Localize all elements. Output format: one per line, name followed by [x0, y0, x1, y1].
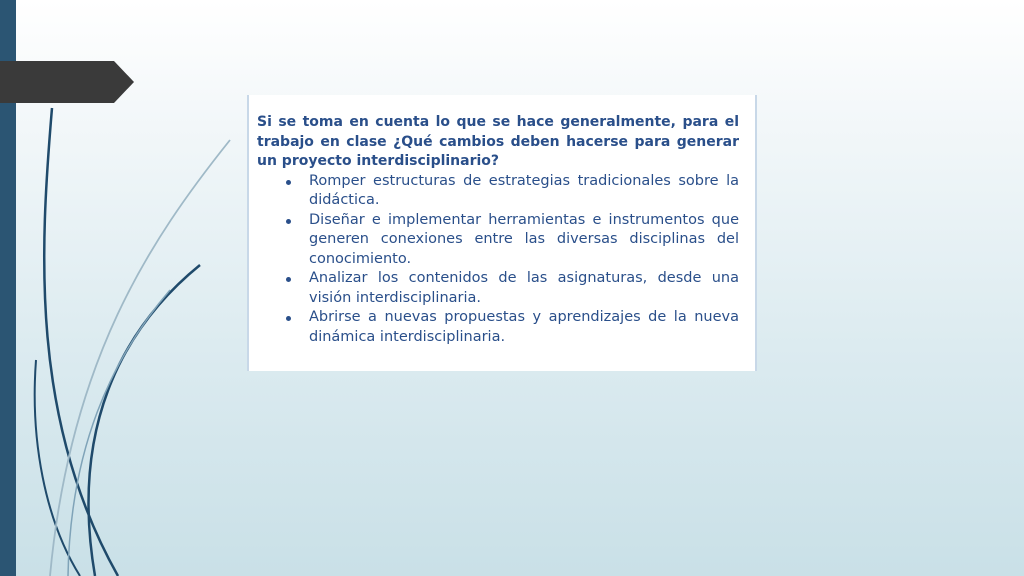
bullet-list — [257, 172, 739, 348]
bullet-item — [257, 211, 739, 270]
bullet-text: Analizar los contenidos de las asignaturas, desde una visión interdisciplinaria. — [309, 270, 739, 306]
bullet-text: Romper estructuras de estrategias tradicionales sobre la didáctica. — [309, 172, 739, 208]
bullet-text: Abrirse a nuevas propuestas y aprendizajes de la nueva dinámica interdisciplinaria. — [309, 309, 739, 345]
bullet-dot-icon — [286, 316, 291, 321]
bullet-item — [257, 172, 739, 211]
question-text: Si se toma en cuenta lo que se hace generalmente, para el trabajo en clase ¿Qué cambios deben hacerse para generar un proyecto interdisciplinario? — [257, 114, 739, 169]
title-tab-shape — [0, 61, 134, 103]
bullet-item — [257, 269, 739, 308]
bullet-item — [257, 308, 739, 347]
bullet-dot-icon — [286, 219, 291, 224]
bullet-text: Diseñar e implementar herramientas e instrumentos que generen conexiones entre las diversas disciplinas del conocimiento. — [309, 211, 739, 267]
bullet-dot-icon — [286, 180, 291, 185]
content-card — [247, 95, 757, 371]
bullet-dot-icon — [286, 277, 291, 282]
